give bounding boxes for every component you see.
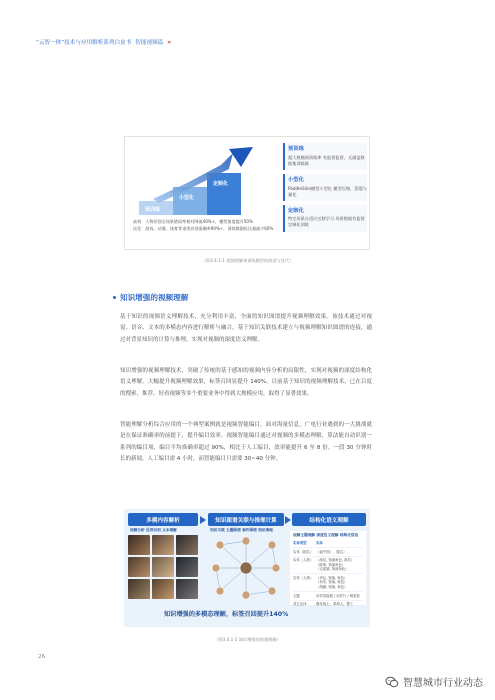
legend-item-compress <box>283 174 367 201</box>
note-generalization: 泛化：游戏、动漫、体育等垂类识别准确率90%+，训练数据标注量减少60% <box>133 225 274 231</box>
step-label-compress: 小型化 <box>179 195 195 201</box>
video-thumbnail <box>176 535 198 555</box>
row-value: （演员, 饰演角色, 演员） （陈坤, 饰演角色） （吉建斌, 饰演角色） <box>316 558 355 572</box>
col-header-knowledge: 知识图谱关联与推理计算 <box>208 513 284 526</box>
column-header: 实体 <box>316 541 323 545</box>
step-label-customize: 定制化 <box>213 181 229 187</box>
figure-highlight: 知识增强的多模态理解，标签召回提升140% <box>164 611 289 618</box>
figure-model-evolution <box>124 136 370 250</box>
wechat-icon <box>385 675 399 689</box>
body-paragraph: 基于知识的视频语义理解技术，充分利用丰富、全面的知识图谱提升视频理解效果。该技术通过对视觉、语音、文本的多模态内容进行解析与融合，基于知识关联技术建立与视频理解知识图谱的连接，通过对背景知识的计算与推理，实现对视频的深度语义理解。 <box>120 314 372 343</box>
row-key: 实体（人物） <box>293 558 314 563</box>
row-value: 动作冒险剧 / 动作片 / 明星影 <box>316 593 360 598</box>
step-label-pretrain: 预训练 <box>145 207 161 213</box>
legend-title: 预训练 <box>288 146 304 152</box>
table-row <box>293 547 363 556</box>
arrow-right-icon <box>200 516 206 524</box>
video-thumbnails <box>128 535 198 599</box>
col-header-multimodal: 多模内容解析 <box>128 513 198 526</box>
row-key: 实体（剧名） <box>293 549 314 554</box>
video-thumbnail <box>152 557 174 577</box>
bullet-icon <box>113 296 116 299</box>
chevron-right-icon: » <box>167 38 172 46</box>
legend-text: 超大规模预训练库 有监督监督，无涵盖数据集训练练 <box>288 154 365 166</box>
watermark <box>385 674 483 689</box>
figure-caption: （图3.4.1-1 视频理解预训练模型的演进与迭代） <box>201 258 294 263</box>
page-number: 26 <box>38 654 46 660</box>
table-row <box>293 573 363 591</box>
figure-knowledge-video <box>124 509 370 627</box>
video-thumbnail <box>176 557 198 577</box>
row-key: 实体（人物） <box>293 575 314 580</box>
table-header <box>293 540 363 545</box>
row-value: 《福中国》、剧名） <box>316 549 347 554</box>
row-key: 其它实体 <box>293 602 307 607</box>
video-thumbnail <box>152 535 174 555</box>
running-header <box>36 38 171 46</box>
table-row <box>293 556 363 574</box>
row-key: 主题 <box>293 593 300 598</box>
watermark-text: 智慧城市行业动态 <box>403 678 483 689</box>
col-sub-structured: 视频主题理解 深度语义理解 结构化信息 <box>293 533 359 537</box>
note-efficiency: 高效：人物识别全场景错误率相对降低40%+，模型演度提升50% <box>133 219 253 224</box>
series-title: “云智一体”技术与应用解析系列白皮书 <box>36 40 132 46</box>
section-title-text: 知识增强的视频理解 <box>120 293 189 302</box>
legend-item-pretrain <box>283 143 367 170</box>
col-sub-multimodal: 视频分析 语音识别 文本理解 <box>130 528 177 532</box>
figure-notes <box>133 219 365 233</box>
table-row <box>293 600 363 609</box>
legend-title: 小型化 <box>288 176 304 183</box>
stairs-diagram <box>133 143 281 217</box>
row-value: 继母战士、革命人、警工 <box>316 602 354 607</box>
table-row <box>293 591 363 600</box>
video-thumbnail <box>128 557 150 577</box>
section-heading <box>113 292 188 303</box>
video-thumbnail <box>176 579 198 599</box>
video-thumbnail <box>128 535 150 555</box>
body-paragraph: 智能理解分析综合应用的一个典型案例就是视频智能编目。面对海量信息，广电行业遇到的一大挑战就是在保证准确率的前提下，提升编目效率。视频智能编目通过对视频的多模态理解，算法能自动识别一系列的编目项，编目平均准确率超过 90%，相比于人工编目，效率能提升 6 至 8 倍。一段 30 分钟时长的新闻，人工编目需 4 小时，而智能编目只需要 30~40 分钟。 <box>120 422 372 462</box>
video-thumbnail <box>152 579 174 599</box>
legend-text: 特定场景自适应迁移学习 场景数据有监督定制化训练 <box>288 216 365 228</box>
column-header: 实体类型 <box>293 541 307 545</box>
video-thumbnail <box>128 579 150 599</box>
row-value: （李沁, 饰演, 角色） （何安, 饰演, 角色） （胡涵, 饰演, 角色） <box>316 575 348 590</box>
knowledge-graph-diagram <box>208 535 284 601</box>
arrow-right-icon <box>285 516 291 524</box>
legend-title: 定制化 <box>288 207 304 214</box>
figure-caption: （图3.4.1-2 知识增强的视频理解） <box>214 637 281 642</box>
col-header-structured: 结构化语义理解 <box>292 513 366 526</box>
legend-text: PaddleSlim模型小型化 模型压缩，蒸馏与量化 <box>288 185 367 197</box>
structured-result-table <box>290 531 366 605</box>
chapter-title: 智能视频篇 <box>135 40 164 46</box>
col-sub-knowledge: 知识关联 主题图谱 事件图谱 知识推理 <box>210 528 273 532</box>
body-paragraph: 知识增强的视频理解技术，突破了传统的基于感知的视频内容分析的局限性，实现对视频的深度结构化语义理解。大幅提升视频理解效果，标签召回显提升 140%。目前基于知识的视频理解技术，已在百度的搜索、推荐、好看视频等多个重要业务中得到大规模应用，取得了显著效果。 <box>120 368 372 397</box>
